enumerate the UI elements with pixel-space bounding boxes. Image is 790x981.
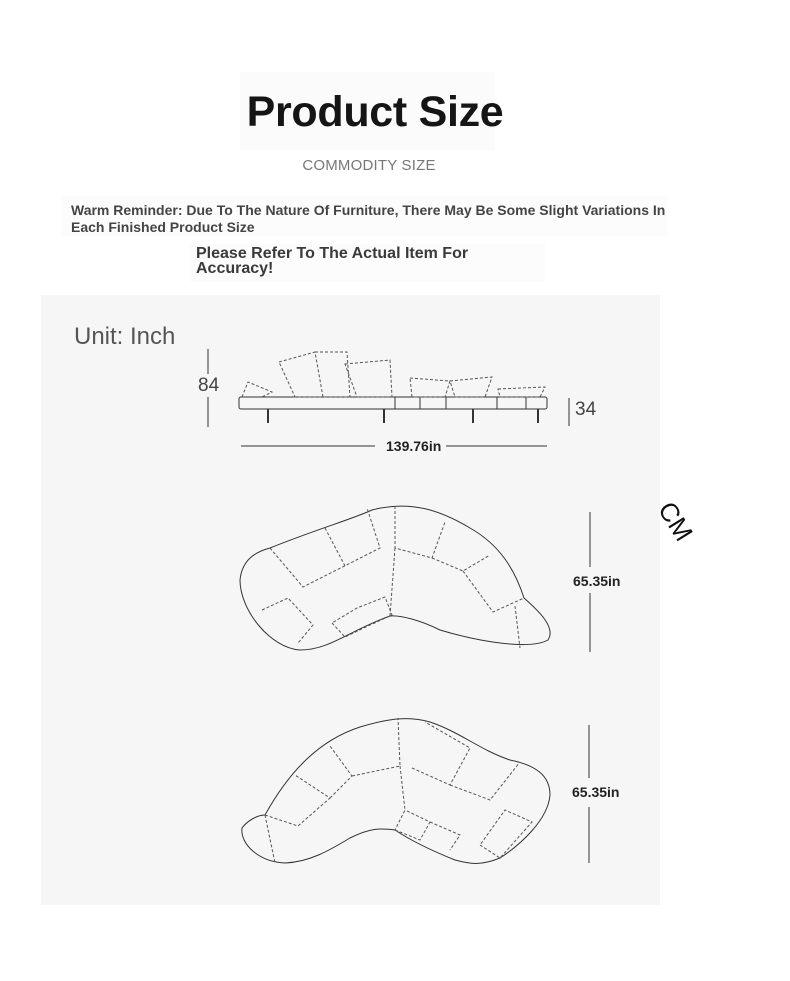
unit-label: Unit: Inch — [74, 323, 176, 350]
page-title: Product Size — [246, 88, 504, 136]
page-subtitle: COMMODITY SIZE — [302, 157, 436, 174]
stray-cm-mark: CM — [652, 496, 700, 547]
sofa-top-view-2-outline — [242, 719, 550, 864]
height-total-label: 84 — [198, 375, 220, 396]
accuracy-notice-text: Please Refer To The Actual Item For Accuracy! — [196, 245, 469, 277]
cushion-outline — [242, 382, 272, 397]
warm-reminder-text: Warm Reminder: Due To The Nature Of Furniture, There May Be Some Slight Variations In Each Finished Product Size — [71, 202, 666, 235]
depth-label-1: 65.35in — [573, 573, 621, 589]
cushion-outline — [450, 377, 492, 397]
cushion-outline — [315, 352, 350, 397]
depth-label-2: 65.35in — [572, 784, 620, 800]
length-label: 139.76in — [386, 438, 442, 454]
cushion-outline — [345, 360, 392, 397]
sofa-side-base — [239, 397, 547, 409]
seat-height-label: 34 — [575, 399, 597, 420]
cushion-outline — [410, 378, 450, 397]
cushion-outline — [279, 352, 323, 397]
cushion-outline — [498, 387, 545, 397]
